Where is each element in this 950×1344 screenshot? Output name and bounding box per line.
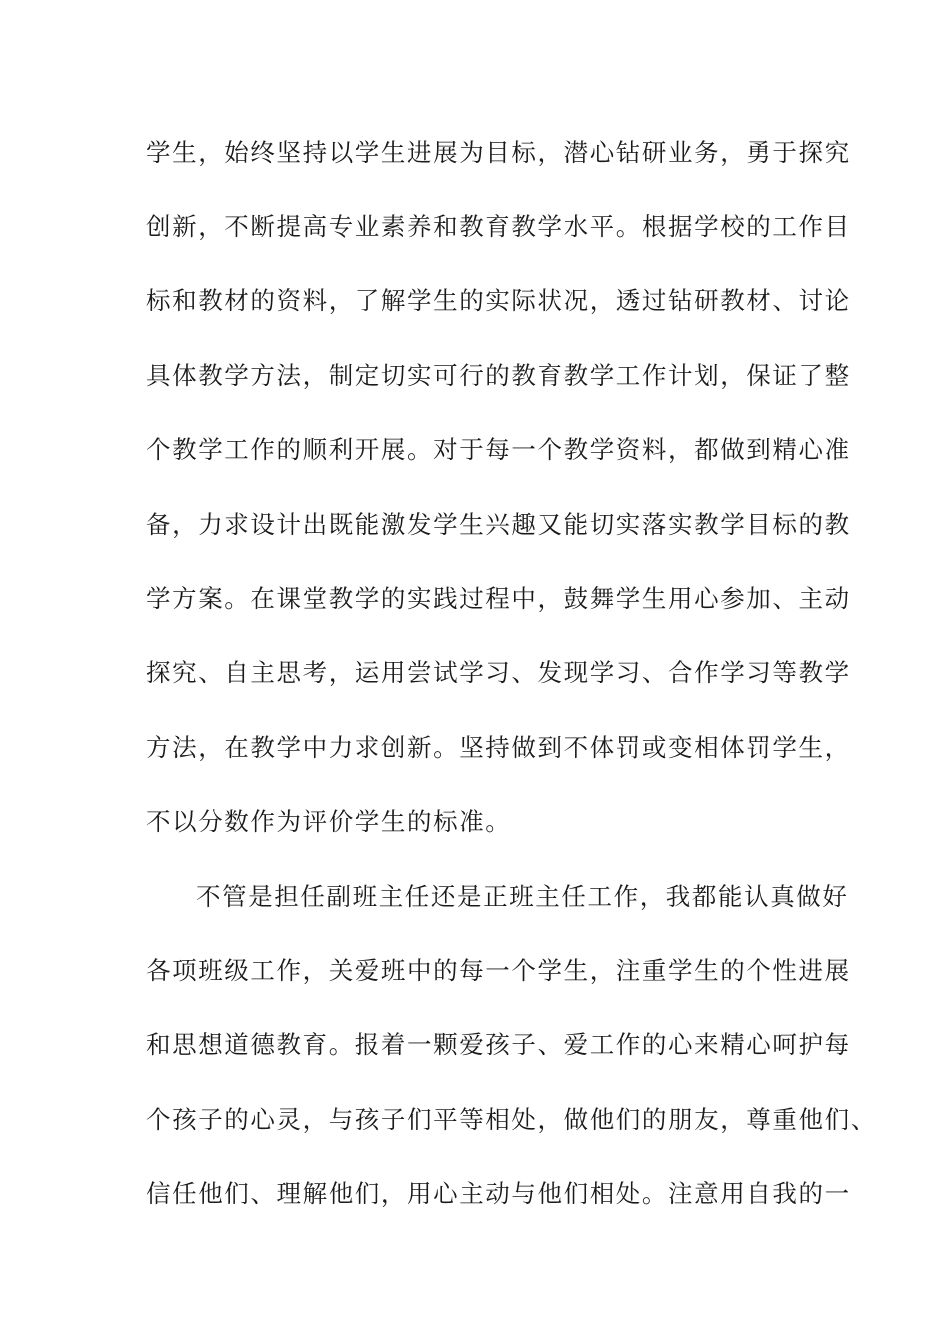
text-line: 创新，不断提高专业素养和教育教学水平。根据学校的工作目: [146, 212, 851, 241]
text-line: 探究、自主思考，运用尝试学习、发现学习、合作学习等教学: [146, 658, 851, 687]
text-line: 信任他们、理解他们，用心主动与他们相处。注意用自我的一: [146, 1179, 851, 1208]
text-line: 具体教学方法，制定切实可行的教育教学工作计划，保证了整: [146, 361, 851, 390]
text-line: 和思想道德教育。报着一颗爱孩子、爱工作的心来精心呵护每: [146, 1030, 851, 1059]
text-line: 学方案。在课堂教学的实践过程中，鼓舞学生用心参加、主动: [146, 584, 851, 613]
text-line: 标和教材的资料，了解学生的实际状况，透过钻研教材、讨论: [146, 286, 851, 315]
text-line: 学生，始终坚持以学生进展为目标，潜心钻研业务，勇于探究: [146, 138, 851, 167]
text-line: 个教学工作的顺利开展。对于每一个教学资料，都做到精心准: [146, 435, 851, 464]
text-line: 备，力求设计出既能激发学生兴趣又能切实落实教学目标的教: [146, 510, 851, 539]
text-line: 方法，在教学中力求创新。坚持做到不体罚或变相体罚学生，: [146, 733, 851, 762]
text-line: 各项班级工作，关爱班中的每一个学生，注重学生的个性进展: [146, 956, 851, 985]
text-line: 个孩子的心灵，与孩子们平等相处，做他们的朋友，尊重他们、: [146, 1105, 877, 1134]
text-line-indented: 不管是担任副班主任还是正班主任工作，我都能认真做好: [196, 882, 849, 911]
text-line: 不以分数作为评价学生的标准。: [146, 807, 512, 836]
